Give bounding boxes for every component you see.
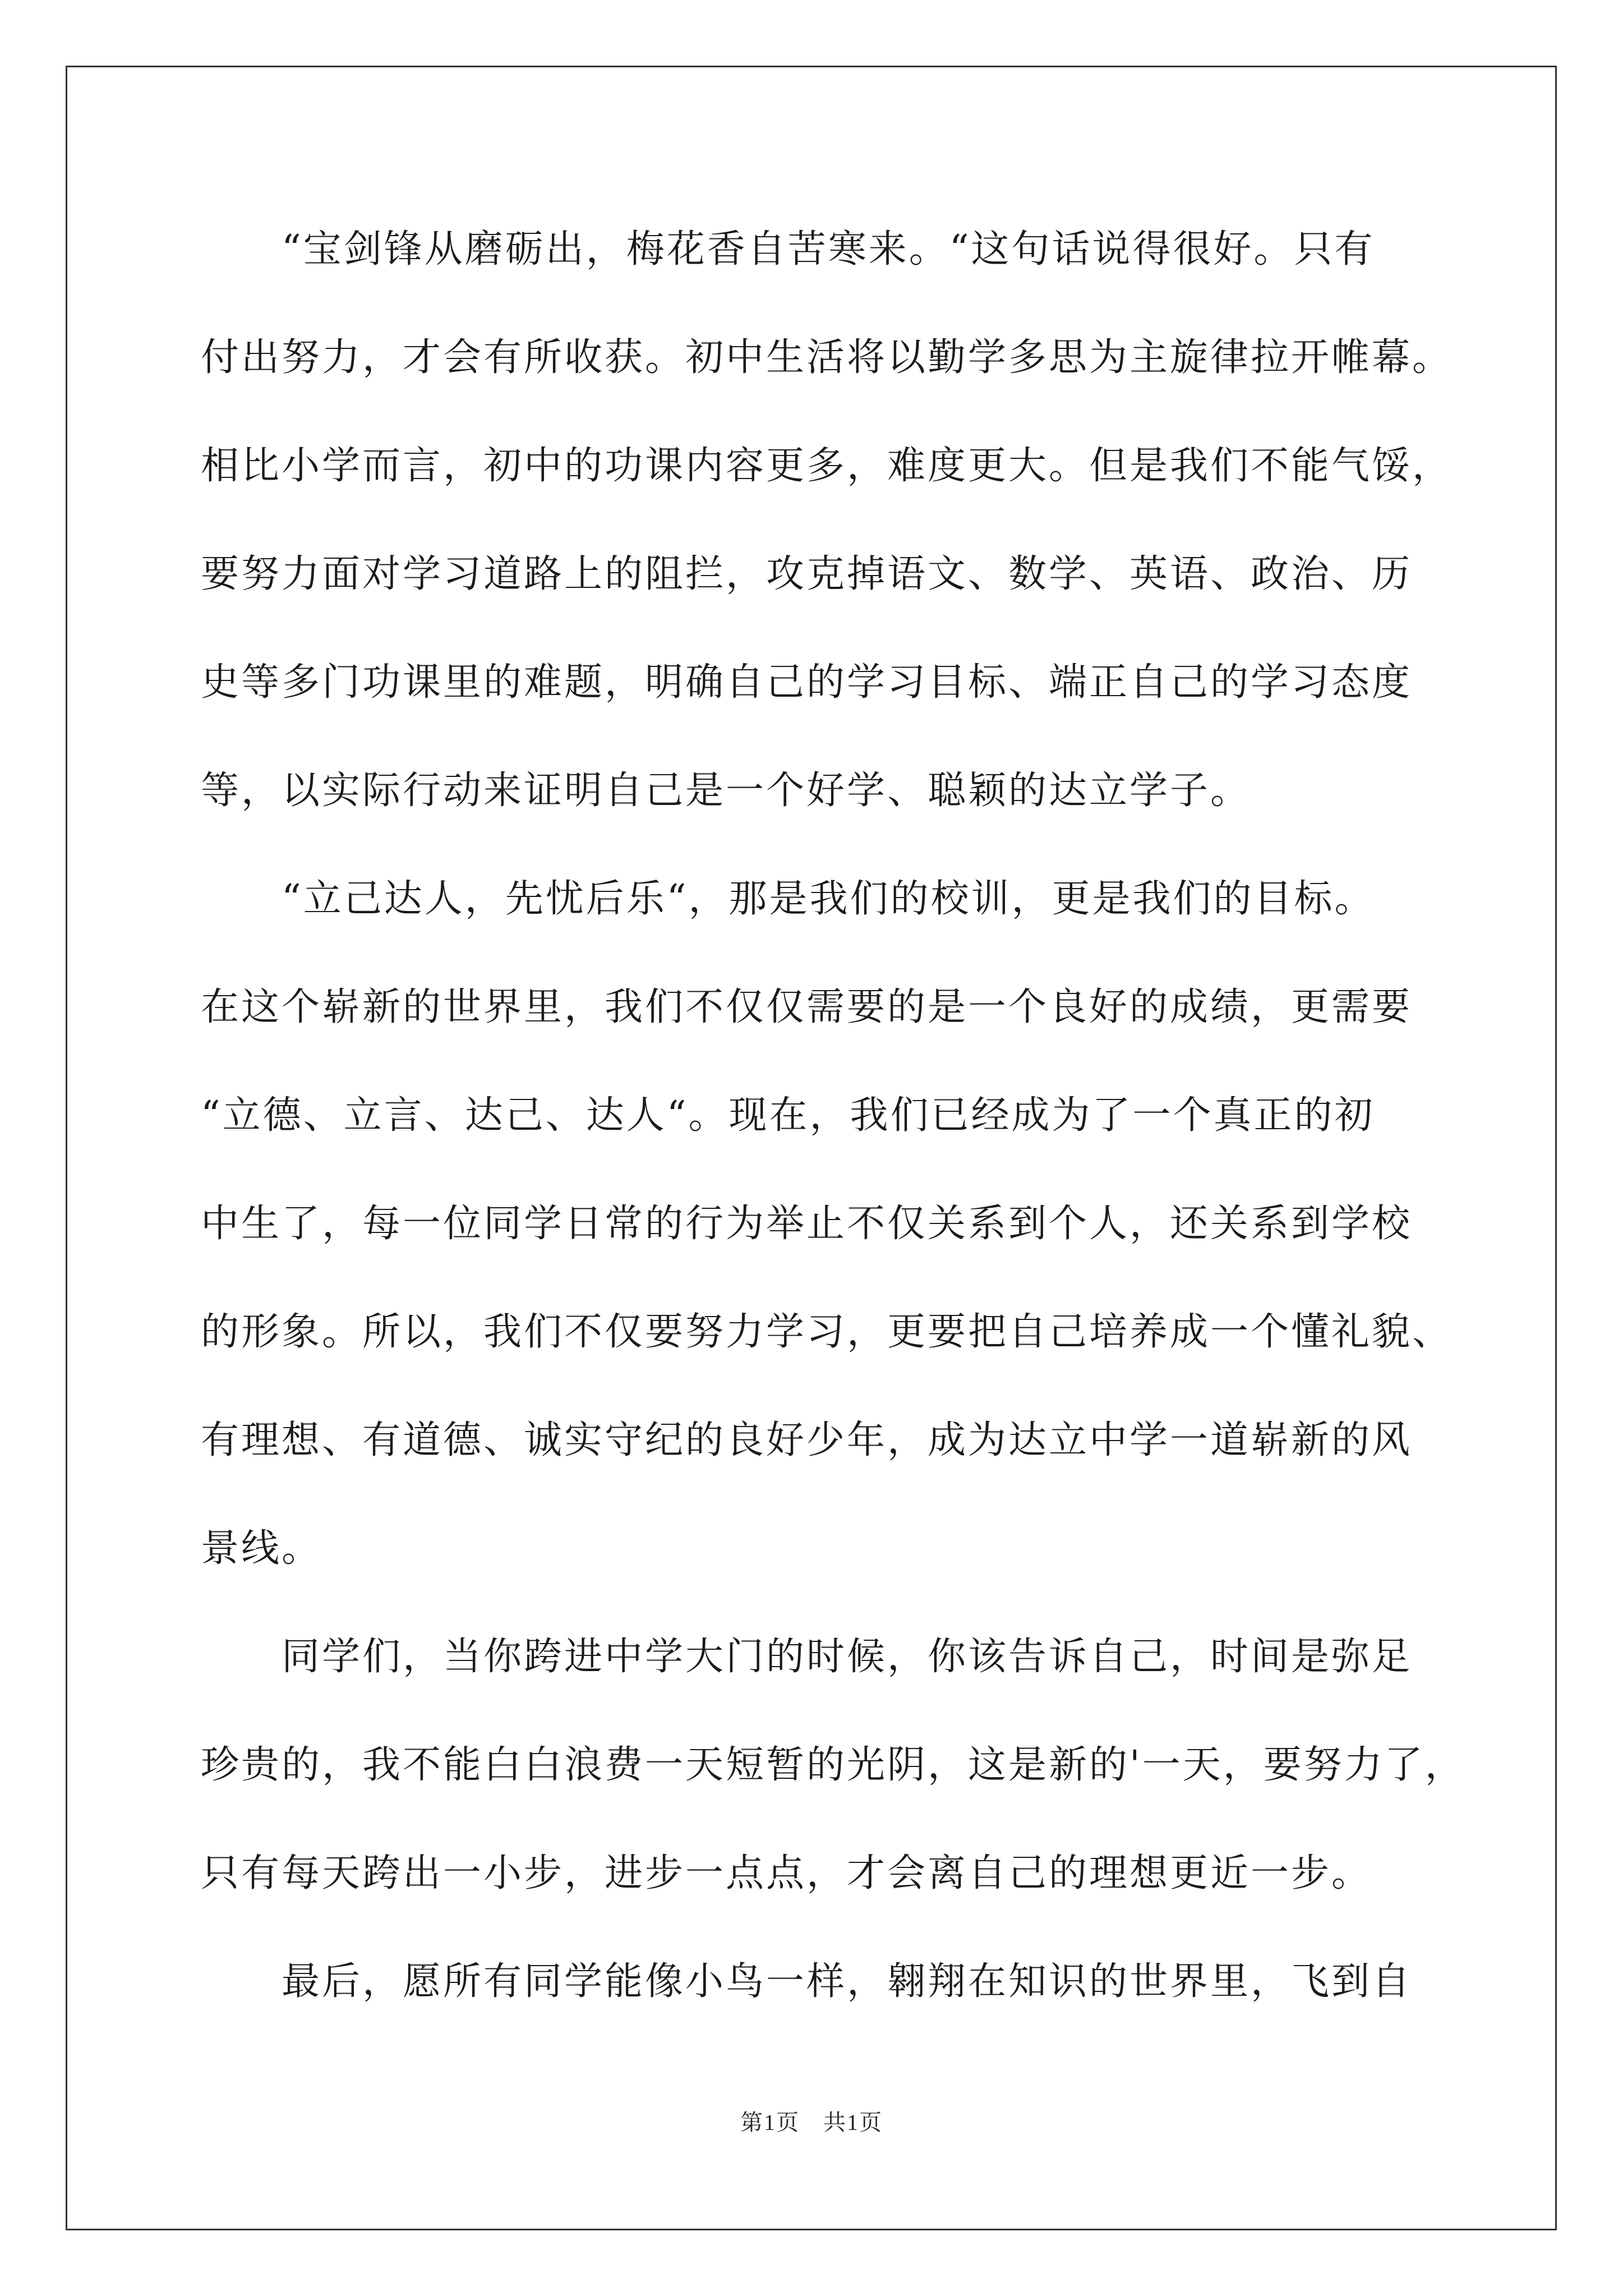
document-body [201,216,1465,2056]
text-line: 同学们，当你跨进中学大门的时候，你该告诉自己，时间是弥足 [282,1635,1413,1679]
text-line: 景线。 [201,1526,322,1571]
text-line: “立德、立言、达己、达人“。现在，我们已经成为了一个真正的初 [201,1093,1375,1138]
text-line: 最后，愿所有同学能像小鸟一样，翱翔在知识的世界里，飞到自 [282,1959,1413,2004]
page-number-footer: 第1页 共1页 [740,2110,883,2135]
text-line: 的形象。所以，我们不仅要努力学习，更要把自己培养成一个懂礼貌、 [201,1310,1453,1354]
text-line: “立己达人，先忧后乐“，那是我们的校训，更是我们的目标。 [282,877,1375,921]
text-line: “宝剑锋从磨砺出，梅花香自苦寒来。“这句话说得很好。只有 [282,227,1375,272]
text-line: 付出努力，才会有所收获。初中生活将以勤学多思为主旋律拉开帷幕。 [201,335,1453,380]
text-line: 中生了，每一位同学日常的行为举止不仅关系到个人，还关系到学校 [201,1202,1413,1246]
text-line: 要努力面对学习道路上的阻拦，攻克掉语文、数学、英语、政治、历 [201,552,1413,596]
text-line: 等，以实际行动来证明自己是一个好学、聪颖的达立学子。 [201,769,1251,813]
text-line: 在这个崭新的世界里，我们不仅仅需要的是一个良好的成绩，更需要 [201,985,1413,1029]
text-line: 有理想、有道德、诚实守纪的良好少年，成为达立中学一道崭新的风 [201,1418,1413,1462]
text-line: 珍贵的，我不能白白浪费一天短暂的光阴，这是新的'一天，要努力了， [201,1743,1465,1787]
text-line: 只有每天跨出一小步，进步一点点，才会离自己的理想更近一步。 [201,1851,1372,1895]
text-line: 相比小学而言，初中的功课内容更多，难度更大。但是我们不能气馁， [201,444,1453,488]
text-line: 史等多门功课里的难题，明确自己的学习目标、端正自己的学习态度 [201,660,1413,705]
